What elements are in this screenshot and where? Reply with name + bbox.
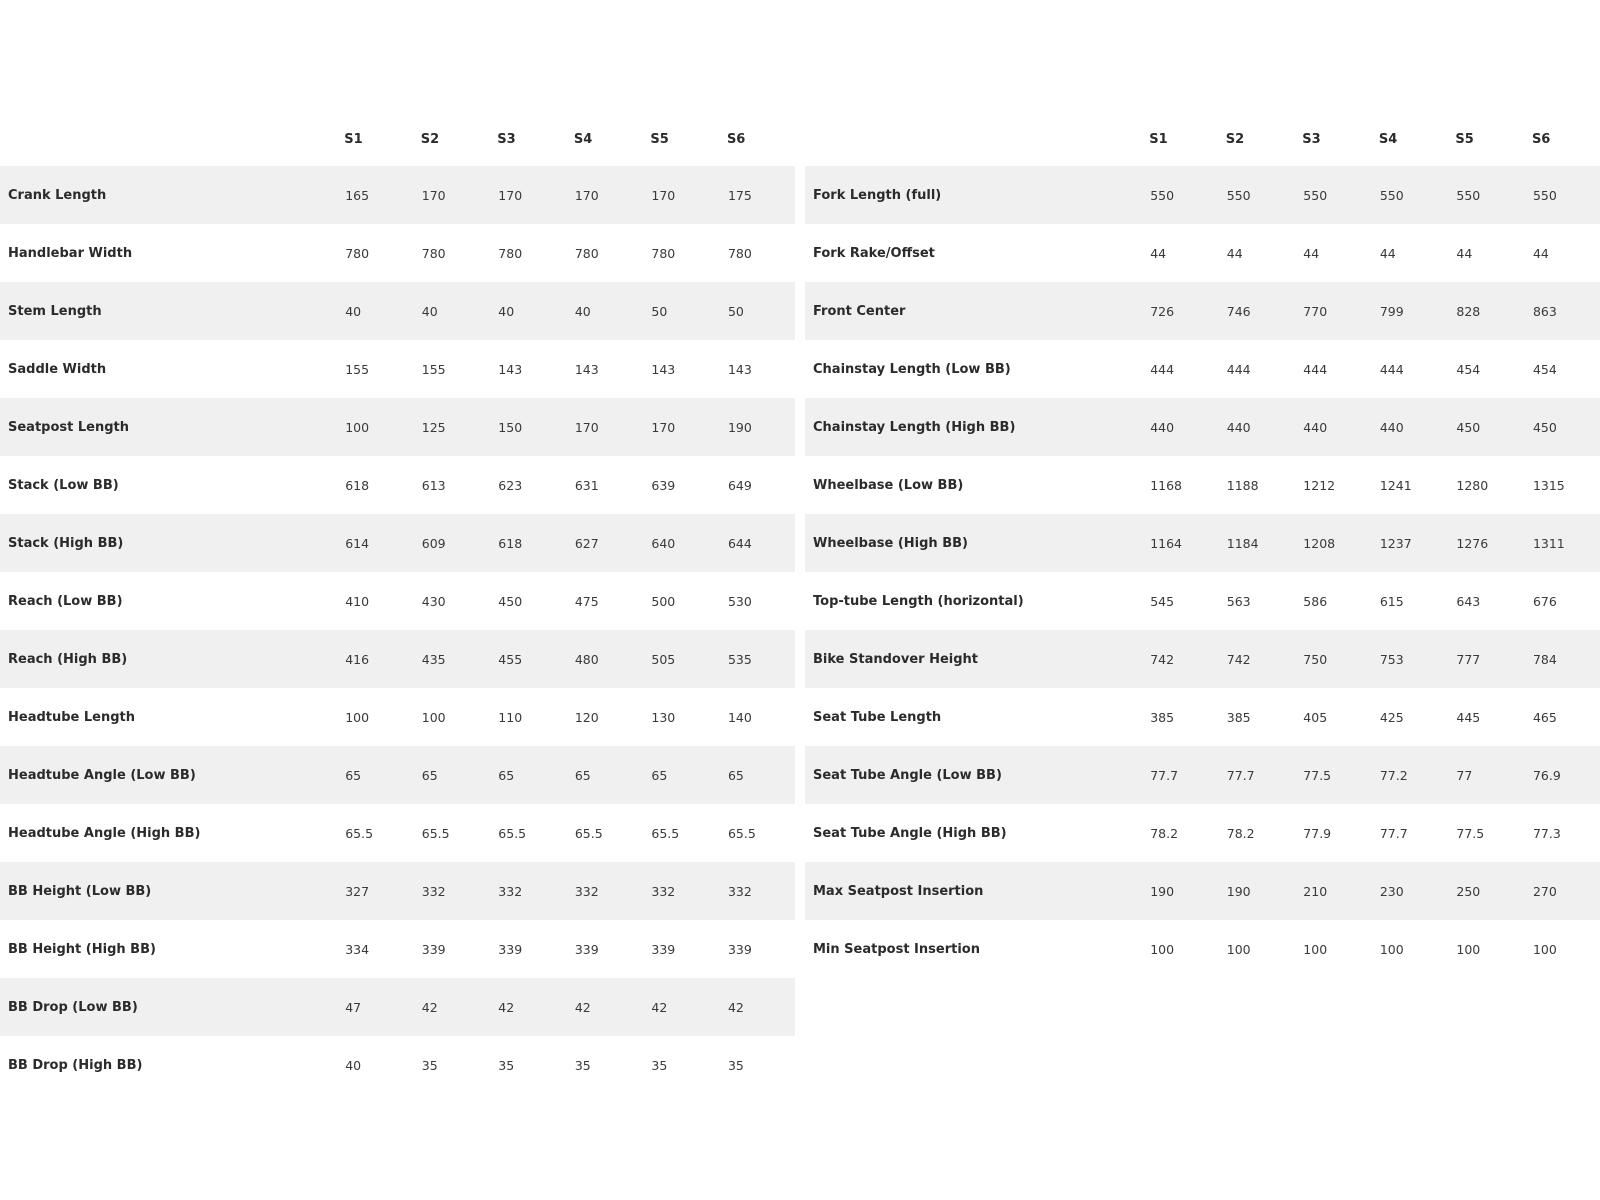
value-cell: 465: [1532, 709, 1557, 725]
value-cell: 627: [574, 535, 599, 551]
value-cell: 746: [1226, 303, 1251, 319]
table-row: [805, 340, 1600, 398]
row-label: Headtube Length: [8, 709, 136, 725]
value-cell: 530: [727, 593, 752, 609]
value-cell: 77.7: [1226, 767, 1255, 783]
value-cell: 444: [1303, 361, 1328, 377]
value-cell: 618: [498, 535, 523, 551]
value-cell: 445: [1456, 709, 1481, 725]
value-cell: 332: [574, 883, 599, 899]
value-cell: 42: [421, 999, 438, 1015]
value-cell: 334: [345, 941, 370, 957]
row-label: Stem Length: [8, 303, 102, 319]
value-cell: 742: [1226, 651, 1251, 667]
value-cell: 770: [1303, 303, 1328, 319]
table-row: [0, 514, 795, 572]
value-cell: 475: [574, 593, 599, 609]
value-cell: 742: [1150, 651, 1175, 667]
table-row: [805, 224, 1600, 282]
value-cell: 480: [574, 651, 599, 667]
value-cell: 332: [498, 883, 523, 899]
value-cell: 444: [1379, 361, 1404, 377]
size-header: S3: [1302, 131, 1321, 147]
row-label: Seatpost Length: [8, 419, 130, 435]
row-label: Headtube Angle (High BB): [8, 825, 201, 841]
value-cell: 640: [651, 535, 676, 551]
value-cell: 405: [1303, 709, 1328, 725]
table-row: [0, 804, 795, 862]
size-header: S5: [650, 131, 669, 147]
size-header: S2: [1225, 131, 1245, 147]
row-label: Reach (Low BB): [8, 593, 123, 609]
table-row: [805, 746, 1600, 804]
row-label: Fork Length (full): [813, 187, 942, 203]
value-cell: 77.2: [1379, 767, 1408, 783]
value-cell: 155: [421, 361, 446, 377]
value-cell: 44: [1303, 245, 1320, 261]
table-row: [805, 166, 1600, 224]
value-cell: 100: [1456, 941, 1481, 957]
value-cell: 455: [498, 651, 523, 667]
value-cell: 35: [574, 1057, 591, 1073]
value-cell: 40: [345, 1057, 362, 1073]
geometry-table-left: [0, 112, 795, 1094]
value-cell: 1241: [1379, 477, 1412, 493]
table-row: [0, 746, 795, 804]
value-cell: 210: [1303, 883, 1328, 899]
value-cell: 425: [1379, 709, 1404, 725]
value-cell: 65.5: [651, 825, 680, 841]
value-cell: 649: [727, 477, 752, 493]
value-cell: 753: [1379, 651, 1404, 667]
value-cell: 143: [498, 361, 523, 377]
value-cell: 780: [421, 245, 446, 261]
value-cell: 65: [651, 767, 668, 783]
row-label: Crank Length: [8, 187, 107, 203]
value-cell: 784: [1532, 651, 1557, 667]
row-label: Top-tube Length (horizontal): [813, 593, 1024, 609]
size-header-row: [805, 112, 1600, 166]
value-cell: 65.5: [574, 825, 603, 841]
value-cell: 65: [421, 767, 438, 783]
value-cell: 550: [1456, 187, 1481, 203]
value-cell: 339: [421, 941, 446, 957]
value-cell: 676: [1532, 593, 1557, 609]
value-cell: 385: [1226, 709, 1251, 725]
value-cell: 410: [345, 593, 370, 609]
value-cell: 190: [1226, 883, 1251, 899]
value-cell: 65: [727, 767, 744, 783]
value-cell: 332: [421, 883, 446, 899]
table-row: [805, 398, 1600, 456]
value-cell: 170: [574, 187, 599, 203]
value-cell: 440: [1150, 419, 1175, 435]
value-cell: 175: [727, 187, 752, 203]
value-cell: 444: [1226, 361, 1251, 377]
value-cell: 1276: [1456, 535, 1489, 551]
value-cell: 454: [1456, 361, 1481, 377]
value-cell: 143: [651, 361, 676, 377]
value-cell: 170: [421, 187, 446, 203]
value-cell: 77.3: [1532, 825, 1561, 841]
row-label: Handlebar Width: [8, 245, 133, 261]
row-label: Min Seatpost Insertion: [813, 941, 980, 957]
value-cell: 165: [345, 187, 370, 203]
value-cell: 777: [1456, 651, 1481, 667]
row-label: Reach (High BB): [8, 651, 128, 667]
value-cell: 65.5: [345, 825, 374, 841]
size-header: S1: [344, 131, 363, 147]
value-cell: 143: [574, 361, 599, 377]
value-cell: 78.2: [1226, 825, 1255, 841]
size-header: S4: [573, 131, 593, 147]
value-cell: 65.5: [498, 825, 527, 841]
value-cell: 40: [421, 303, 438, 319]
value-cell: 799: [1379, 303, 1404, 319]
value-cell: 550: [1150, 187, 1175, 203]
value-cell: 120: [574, 709, 599, 725]
value-cell: 42: [498, 999, 515, 1015]
value-cell: 50: [727, 303, 744, 319]
value-cell: 65: [345, 767, 362, 783]
value-cell: 35: [498, 1057, 515, 1073]
value-cell: 450: [498, 593, 523, 609]
value-cell: 100: [345, 419, 370, 435]
value-cell: 77.9: [1303, 825, 1332, 841]
value-cell: 586: [1303, 593, 1328, 609]
value-cell: 170: [498, 187, 523, 203]
value-cell: 643: [1456, 593, 1481, 609]
value-cell: 35: [421, 1057, 438, 1073]
row-label: BB Height (Low BB): [8, 883, 152, 899]
value-cell: 435: [421, 651, 446, 667]
value-cell: 339: [651, 941, 676, 957]
table-row: [0, 572, 795, 630]
value-cell: 615: [1379, 593, 1404, 609]
value-cell: 100: [1150, 941, 1175, 957]
value-cell: 780: [345, 245, 370, 261]
size-header: S4: [1378, 131, 1398, 147]
value-cell: 42: [574, 999, 591, 1015]
value-cell: 155: [345, 361, 370, 377]
row-label: Saddle Width: [8, 361, 107, 377]
table-row: [805, 920, 1600, 978]
table-row: [805, 862, 1600, 920]
value-cell: 35: [727, 1057, 744, 1073]
value-cell: 44: [1532, 245, 1549, 261]
value-cell: 190: [1150, 883, 1175, 899]
row-label: Wheelbase (High BB): [813, 535, 968, 551]
value-cell: 270: [1532, 883, 1557, 899]
size-header: S5: [1455, 131, 1474, 147]
value-cell: 780: [651, 245, 676, 261]
value-cell: 230: [1379, 883, 1404, 899]
value-cell: 545: [1150, 593, 1175, 609]
value-cell: 65: [498, 767, 515, 783]
value-cell: 1168: [1150, 477, 1183, 493]
value-cell: 143: [727, 361, 752, 377]
value-cell: 1212: [1303, 477, 1336, 493]
row-label: Bike Standover Height: [813, 651, 979, 667]
value-cell: 339: [727, 941, 752, 957]
row-label: Stack (Low BB): [8, 477, 119, 493]
value-cell: 639: [651, 477, 676, 493]
value-cell: 1237: [1379, 535, 1412, 551]
table-row: [0, 340, 795, 398]
value-cell: 550: [1379, 187, 1404, 203]
value-cell: 40: [574, 303, 591, 319]
value-cell: 100: [1303, 941, 1328, 957]
value-cell: 77.5: [1303, 767, 1332, 783]
value-cell: 170: [651, 187, 676, 203]
value-cell: 65.5: [421, 825, 450, 841]
value-cell: 110: [498, 709, 523, 725]
table-row: [805, 456, 1600, 514]
value-cell: 550: [1226, 187, 1251, 203]
value-cell: 828: [1456, 303, 1481, 319]
value-cell: 76.9: [1532, 767, 1561, 783]
value-cell: 444: [1150, 361, 1175, 377]
value-cell: 550: [1303, 187, 1328, 203]
value-cell: 65.5: [727, 825, 756, 841]
value-cell: 450: [1532, 419, 1557, 435]
value-cell: 339: [498, 941, 523, 957]
geometry-table-right: [805, 112, 1600, 978]
value-cell: 100: [421, 709, 446, 725]
value-cell: 327: [345, 883, 370, 899]
size-header: S3: [497, 131, 516, 147]
table-body: [805, 166, 1600, 978]
table-row: [805, 804, 1600, 862]
value-cell: 100: [1379, 941, 1404, 957]
value-cell: 780: [727, 245, 752, 261]
row-label: Headtube Angle (Low BB): [8, 767, 196, 783]
value-cell: 190: [727, 419, 752, 435]
value-cell: 780: [498, 245, 523, 261]
value-cell: 47: [345, 999, 362, 1015]
value-cell: 44: [1226, 245, 1243, 261]
table-row: [0, 688, 795, 746]
table-row: [0, 166, 795, 224]
value-cell: 613: [421, 477, 446, 493]
value-cell: 1188: [1226, 477, 1259, 493]
table-row: [805, 572, 1600, 630]
value-cell: 618: [345, 477, 370, 493]
value-cell: 644: [727, 535, 752, 551]
value-cell: 430: [421, 593, 446, 609]
value-cell: 726: [1150, 303, 1175, 319]
row-label: Wheelbase (Low BB): [813, 477, 964, 493]
table-row: [0, 398, 795, 456]
table-body: [0, 166, 795, 1094]
value-cell: 1164: [1150, 535, 1183, 551]
value-cell: 100: [345, 709, 370, 725]
row-label: Seat Tube Angle (Low BB): [813, 767, 1002, 783]
value-cell: 614: [345, 535, 370, 551]
value-cell: 505: [651, 651, 676, 667]
header-empty-cell: [805, 112, 1149, 166]
value-cell: 125: [421, 419, 446, 435]
value-cell: 454: [1532, 361, 1557, 377]
value-cell: 563: [1226, 593, 1251, 609]
size-header-row: [0, 112, 795, 166]
row-label: Chainstay Length (High BB): [813, 419, 1016, 435]
value-cell: 623: [498, 477, 523, 493]
row-label: BB Height (High BB): [8, 941, 156, 957]
row-label: BB Drop (Low BB): [8, 999, 138, 1015]
table-row: [0, 862, 795, 920]
value-cell: 130: [651, 709, 676, 725]
table-row: [805, 514, 1600, 572]
row-label: Fork Rake/Offset: [813, 245, 935, 261]
table-row: [0, 630, 795, 688]
value-cell: 40: [345, 303, 362, 319]
value-cell: 44: [1379, 245, 1396, 261]
value-cell: 65: [574, 767, 591, 783]
table-row: [805, 688, 1600, 746]
row-label: Stack (High BB): [8, 535, 124, 551]
value-cell: 40: [498, 303, 515, 319]
table-row: [0, 920, 795, 978]
value-cell: 50: [651, 303, 668, 319]
table-row: [0, 456, 795, 514]
table-row: [0, 224, 795, 282]
value-cell: 170: [651, 419, 676, 435]
value-cell: 100: [1226, 941, 1251, 957]
table-row: [805, 282, 1600, 340]
table-row: [0, 282, 795, 340]
table-row: [0, 1036, 795, 1094]
value-cell: 550: [1532, 187, 1557, 203]
value-cell: 140: [727, 709, 752, 725]
value-cell: 77.7: [1150, 767, 1179, 783]
row-label: Max Seatpost Insertion: [813, 883, 984, 899]
value-cell: 385: [1150, 709, 1175, 725]
value-cell: 42: [727, 999, 744, 1015]
value-cell: 750: [1303, 651, 1328, 667]
header-empty-cell: [0, 112, 344, 166]
value-cell: 42: [651, 999, 668, 1015]
value-cell: 863: [1532, 303, 1557, 319]
size-header: S6: [726, 131, 746, 147]
value-cell: 440: [1226, 419, 1251, 435]
value-cell: 440: [1303, 419, 1328, 435]
value-cell: 35: [651, 1057, 668, 1073]
size-header: S2: [420, 131, 440, 147]
table-row: [0, 978, 795, 1036]
value-cell: 1208: [1303, 535, 1336, 551]
value-cell: 170: [574, 419, 599, 435]
value-cell: 339: [574, 941, 599, 957]
row-label: Seat Tube Length: [813, 709, 942, 725]
value-cell: 78.2: [1150, 825, 1179, 841]
value-cell: 1280: [1456, 477, 1489, 493]
value-cell: 250: [1456, 883, 1481, 899]
size-header: S1: [1149, 131, 1168, 147]
value-cell: 77.7: [1379, 825, 1408, 841]
value-cell: 780: [574, 245, 599, 261]
size-header: S6: [1531, 131, 1551, 147]
value-cell: 535: [727, 651, 752, 667]
value-cell: 77.5: [1456, 825, 1485, 841]
value-cell: 1311: [1532, 535, 1565, 551]
value-cell: 1315: [1532, 477, 1565, 493]
value-cell: 332: [651, 883, 676, 899]
value-cell: 450: [1456, 419, 1481, 435]
value-cell: 44: [1150, 245, 1167, 261]
row-label: BB Drop (High BB): [8, 1057, 143, 1073]
value-cell: 44: [1456, 245, 1473, 261]
value-cell: 77: [1456, 767, 1473, 783]
value-cell: 100: [1532, 941, 1557, 957]
value-cell: 1184: [1226, 535, 1259, 551]
row-label: Front Center: [813, 303, 906, 319]
value-cell: 332: [727, 883, 752, 899]
value-cell: 416: [345, 651, 370, 667]
value-cell: 150: [498, 419, 523, 435]
value-cell: 631: [574, 477, 599, 493]
row-label: Seat Tube Angle (High BB): [813, 825, 1007, 841]
value-cell: 500: [651, 593, 676, 609]
table-row: [805, 630, 1600, 688]
value-cell: 440: [1379, 419, 1404, 435]
value-cell: 609: [421, 535, 446, 551]
row-label: Chainstay Length (Low BB): [813, 361, 1011, 377]
